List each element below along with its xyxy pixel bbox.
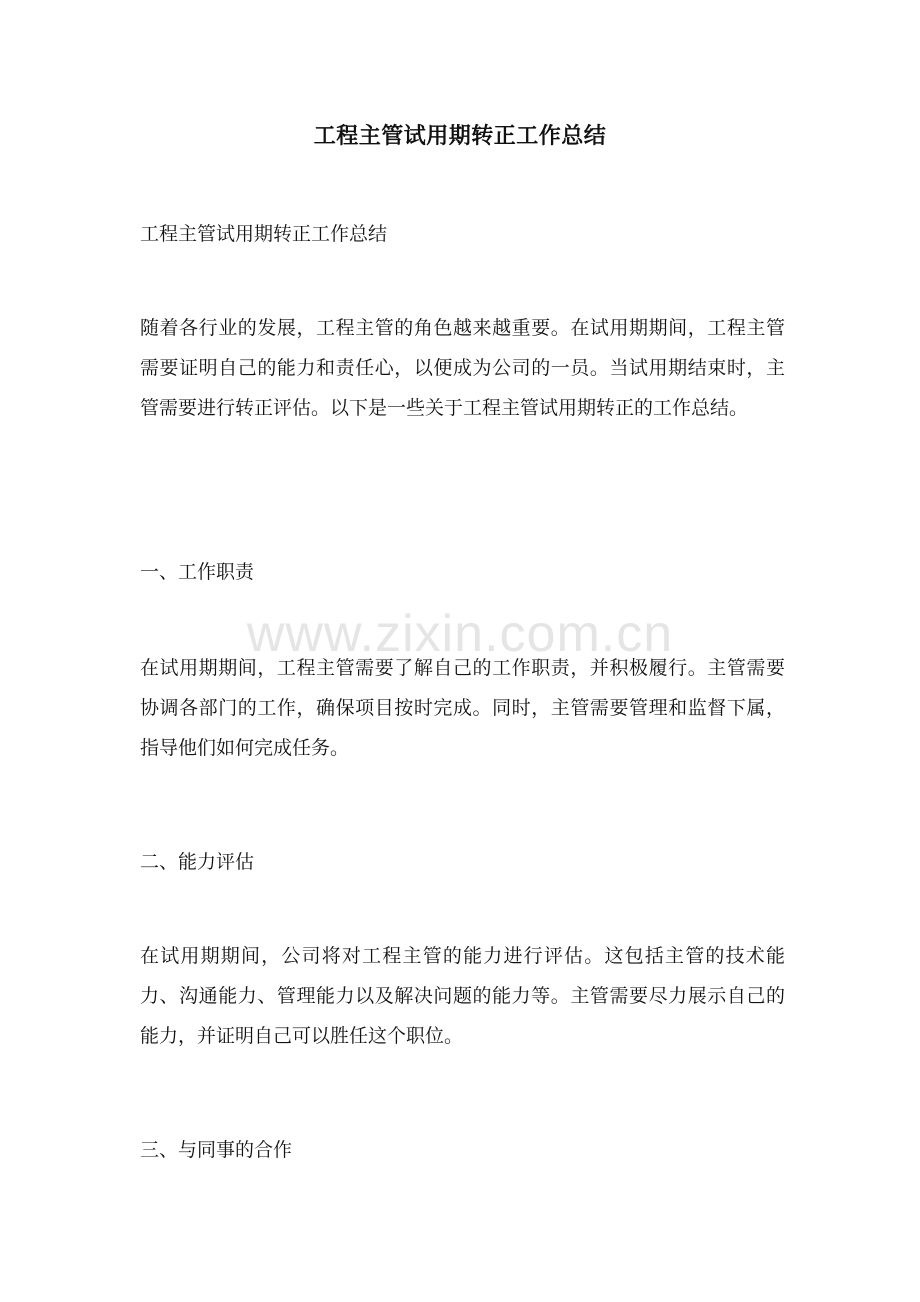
section-heading-cooperation: 三、与同事的合作 <box>140 1139 293 1161</box>
section-body-duties: 在试用期期间，工程主管需要了解自己的工作职责，并积极履行。主管需要协调各部门的工作，确保项目按时完成。同时，主管需要管理和监督下属，指导他们如何完成任务。 <box>140 657 785 759</box>
document-title: 工程主管试用期转正工作总结 <box>313 123 607 149</box>
watermark: www.zixin.com.cn <box>246 605 674 663</box>
document-subtitle: 工程主管试用期转正工作总结 <box>140 223 388 245</box>
intro-paragraph: 随着各行业的发展，工程主管的角色越来越重要。在试用期期间，工程主管需要证明自己的能力和责任心，以便成为公司的一员。当试用期结束时，主管需要进行转正评估。以下是一些关于工程主管试用期转正的工作总结。 <box>140 317 785 419</box>
section-heading-duties: 一、工作职责 <box>140 561 255 583</box>
section-heading-ability: 二、能力评估 <box>140 851 255 873</box>
section-body-ability: 在试用期期间，公司将对工程主管的能力进行评估。这包括主管的技术能力、沟通能力、管理能力以及解决问题的能力等。主管需要尽力展示自己的能力，并证明自己可以胜任这个职位。 <box>140 945 785 1047</box>
